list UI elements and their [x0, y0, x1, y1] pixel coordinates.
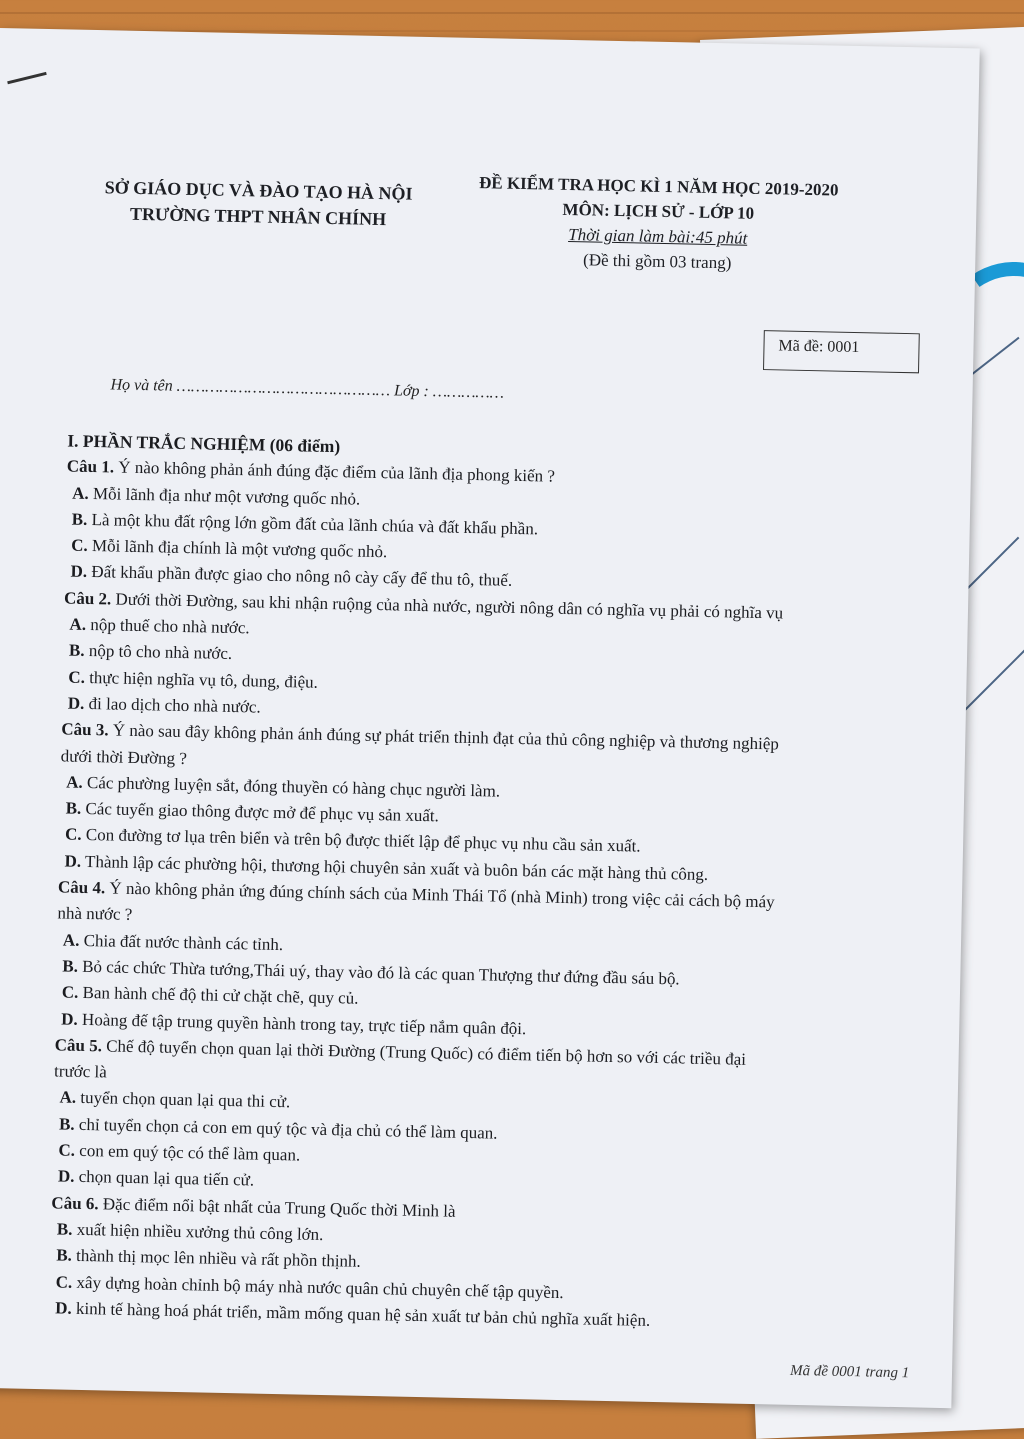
option-key: C.: [55, 1271, 73, 1292]
option-text: kinh tế hàng hoá phát triển, mầm mống quan hệ sản xuất tư bản chủ nghĩa xuất hiện.: [75, 1298, 651, 1330]
question-text: Ý nào sau đây không phản ánh đúng sự phát triển thịnh đạt của thủ công nghiệp và thương nghiệp: [112, 720, 780, 754]
option-key: D.: [57, 1166, 75, 1187]
option-key: D.: [61, 1009, 78, 1029]
exam-title: ĐỀ KIỂM TRA HỌC KÌ 1 NĂM HỌC 2019-2020: [478, 173, 839, 200]
class-blank: ……………: [432, 383, 505, 402]
option-text: Đất khẩu phần được giao cho nông nô cày cấy để thu tô, thuế.: [91, 562, 513, 591]
option-text: Bỏ các chức Thừa tướng,Thái uý, thay vào đó là các quan Thượng thư đứng đầu sáu bộ.: [82, 956, 680, 989]
option-text: chỉ tuyển chọn cả con em quý tộc và địa chủ có thể làm quan.: [78, 1114, 498, 1143]
department-name: SỞ GIÁO DỤC VÀ ĐÀO TẠO HÀ NỘI: [104, 177, 413, 204]
option-text: Các tuyến giao thông được mở để phục vụ sản xuất.: [85, 799, 440, 826]
question-text: Ý nào không phản ứng đúng chính sách của Minh Thái Tổ (nhà Minh) trong việc cải cách bộ máy: [109, 878, 775, 912]
question-label: Câu 2.: [63, 588, 112, 609]
question-text: Ý nào không phản ánh đúng đặc điểm của lãnh địa phong kiến ?: [118, 457, 556, 487]
question-text-continued: dưới thời Đường ?: [60, 745, 188, 768]
option-text: Các phường luyện sắt, đóng thuyền có hàng chục người làm.: [86, 772, 501, 801]
option-key: C.: [64, 824, 82, 845]
question-label: Câu 6.: [51, 1192, 99, 1213]
option-text: xây dựng hoàn chỉnh bộ máy nhà nước quân chủ chuyên chế tập quyền.: [76, 1272, 564, 1302]
option-text: Mỗi lãnh địa như một vương quốc nhỏ.: [92, 483, 361, 509]
exam-code-box: [763, 330, 920, 373]
option-key: C.: [58, 1140, 76, 1160]
exam-pages: (Đề thi gồm 03 trang): [582, 250, 732, 273]
section-title: I. PHẦN TRẮC NGHIỆM (06 điểm): [67, 430, 341, 457]
option-key: A.: [62, 930, 80, 950]
option-text: thành thị mọc lên nhiều và rất phồn thịnh.: [75, 1246, 361, 1272]
name-label: Họ và tên: [110, 376, 173, 395]
page-footer: Mã đề 0001 trang 1: [789, 1362, 910, 1382]
question-text: Đặc điểm nổi bật nhất của Trung Quốc thời Minh là: [102, 1194, 456, 1221]
question-text-continued: nhà nước ?: [57, 903, 133, 925]
option-text: tuyển chọn quan lại qua thi cử.: [80, 1088, 291, 1112]
option-key: C.: [70, 535, 88, 556]
option-text: chọn quan lại qua tiến cử.: [78, 1167, 255, 1190]
option-text: Ban hành chế độ thi cử chặt chẽ, quy củ.: [82, 983, 359, 1008]
option-key: B.: [58, 1114, 75, 1134]
question-label: Câu 3.: [61, 719, 109, 740]
exam-header: [447, 169, 869, 278]
option-key: D.: [70, 562, 88, 582]
question-text: Dưới thời Đường, sau khi nhận ruộng của nhà nước, người nông dân có nghĩa vụ phải có nghĩa vụ: [115, 589, 784, 623]
question-text: Chế độ tuyển chọn quan lại thời Đường (Trung Quốc) có điểm tiến bộ hơn so với các triều đại: [105, 1036, 747, 1069]
option-key: B.: [56, 1245, 73, 1265]
option-key: D.: [67, 693, 85, 713]
option-key: B.: [56, 1219, 73, 1239]
option-text: Con đường tơ lụa trên biển và trên bộ được thiết lập để phục vụ nhu cầu sản xuất.: [85, 825, 641, 857]
school-header: [68, 173, 449, 233]
option-key: A.: [66, 772, 83, 792]
exam-time: Thời gian làm bài:45 phút: [568, 224, 748, 248]
question-label: Câu 5.: [54, 1035, 103, 1056]
option-text: Chia đất nước thành các tỉnh.: [83, 930, 284, 954]
exam-content: [49, 428, 908, 1339]
option-key: D.: [55, 1298, 72, 1318]
option-text: xuất hiện nhiều xưởng thủ công lớn.: [76, 1219, 324, 1244]
exam-subject: MÔN: LỊCH SỬ - LỚP 10: [562, 199, 755, 223]
student-info-line: [110, 376, 504, 402]
option-text: đi lao dịch cho nhà nước.: [88, 693, 261, 717]
option-key: C.: [61, 982, 79, 1003]
option-key: B.: [71, 509, 88, 529]
option-key: B.: [62, 956, 79, 976]
option-text: thực hiện nghĩa vụ tô, dung, điệu.: [89, 667, 319, 692]
option-key: B.: [68, 640, 85, 661]
name-blank: ………………………………………: [176, 377, 391, 400]
option-key: C.: [68, 667, 86, 687]
option-key: A.: [72, 483, 90, 503]
option-text: Thành lập các phường hội, thương hội chuyên sản xuất và buôn bán các mặt hàng thủ công.: [84, 851, 709, 884]
option-text: Mỗi lãnh địa chính là một vương quốc nhỏ.: [91, 536, 388, 562]
option-text: con em quý tộc có thể làm quan.: [79, 1140, 301, 1165]
option-key: B.: [65, 798, 82, 819]
question-text-continued: trước là: [53, 1061, 108, 1082]
exam-sheet: [0, 28, 980, 1408]
option-key: A.: [59, 1087, 77, 1108]
option-text: Là một khu đất rộng lớn gồm đất của lãnh chúa và đất khẩu phần.: [91, 509, 539, 539]
school-name: TRƯỜNG THPT NHÂN CHÍNH: [129, 203, 387, 230]
option-text: nộp thuế cho nhà nước.: [90, 615, 250, 638]
option-text: Hoàng đế tập trung quyền hành trong tay, trực tiếp nắm quân đội.: [81, 1009, 527, 1038]
question-label: Câu 4.: [57, 877, 106, 898]
class-label: Lớp :: [393, 382, 430, 401]
option-text: nộp tô cho nhà nước.: [88, 641, 233, 664]
pen-mark: [7, 72, 47, 84]
question-label: Câu 1.: [66, 456, 115, 477]
option-key: D.: [64, 851, 82, 871]
exam-code: Mã đề: 0001: [778, 337, 860, 357]
option-key: A.: [69, 614, 87, 635]
